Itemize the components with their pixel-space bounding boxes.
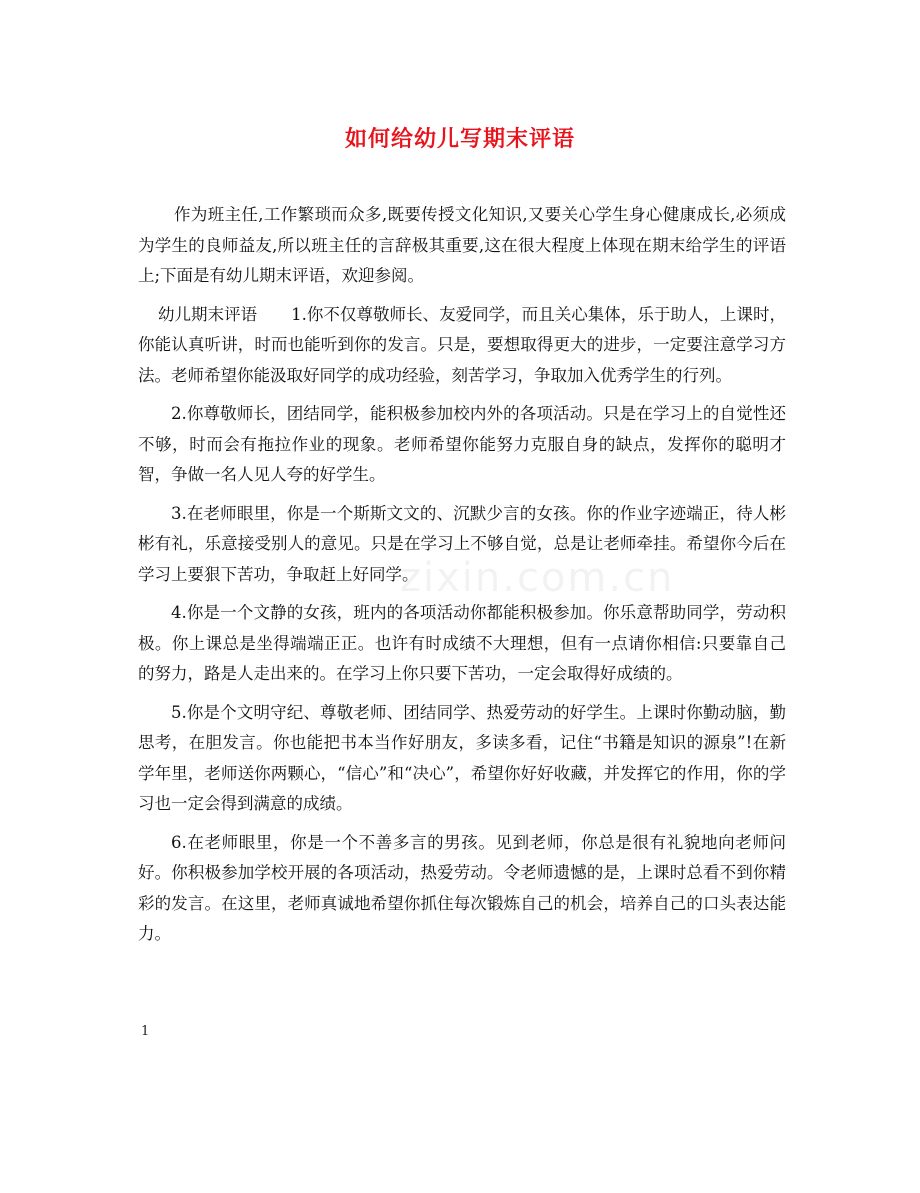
page-number: 1 <box>141 1024 150 1039</box>
comment-paragraph-1 <box>138 300 786 392</box>
comment-text-1: 1.你不仅尊敬师长、友爱同学，而且关心集体，乐于助人，上课时，你能认真听讲，时而也能听到你的发言。只是，要想取得更大的进步，一定要注意学习方法。老师希望你能汲取好同学的成功经验，刻苦学习，争取加入优秀学生的行列。 <box>138 304 787 385</box>
intro-paragraph: 作为班主任,工作繁琐而众多,既要传授文化知识,又要关心学生身心健康成长,必须成为学生的良师益友,所以班主任的言辞极其重要,这在很大程度上体现在期末给学生的评语上;下面是有幼儿期末评语，欢迎参阅。 <box>138 205 786 285</box>
watermark: zixin.com.cn <box>400 555 675 601</box>
document-body <box>138 200 786 958</box>
comment-paragraph-6: 6.在老师眼里，你是一个不善多言的男孩。见到老师，你总是很有礼貌地向老师问好。你积极参加学校开展的各项活动，热爱劳动。令老师遗憾的是，上课时总看不到你精彩的发言。在这里，老师真诚地希望你抓住每次锻炼自己的机会，培养自己的口头表达能力。 <box>138 832 786 943</box>
section-label: 幼儿期末评语 <box>158 304 258 324</box>
comment-paragraph-3: 3.在老师眼里，你是一个斯斯文文的、沉默少言的女孩。你的作业字迹端正，待人彬彬有礼，乐意接受别人的意见。只是在学习上不够自觉，总是让老师牵挂。希望你今后在学习上要狠下苦功，争取赶上好同学。 <box>138 503 786 584</box>
comment-paragraph-5: 5.你是个文明守纪、尊敬老师、团结同学、热爱劳动的好学生。上课时你勤动脑，勤思考，在胆发言。你也能把书本当作好朋友，多读多看，记住“书籍是知识的源泉”!在新学年里，老师送你两颗心，“信心”和“决心”，希望你好好收藏，并发挥它的作用，你的学习也一定会得到满意的成绩。 <box>138 702 786 813</box>
comment-paragraph-4: 4.你是一个文静的女孩，班内的各项活动你都能积极参加。你乐意帮助同学，劳动积极。你上课总是坐得端端正正。也许有时成绩不大理想，但有一点请你相信:只要靠自己的努力，路是人走出来的。在学习上你只要下苦功，一定会取得好成绩的。 <box>138 603 786 683</box>
document-title: 如何给幼儿写期末评语 <box>344 126 575 152</box>
comment-paragraph-2: 2.你尊敬师长，团结同学，能积极参加校内外的各项活动。只是在学习上的自觉性还不够，时而会有拖拉作业的现象。老师希望你能努力克服自身的缺点，发挥你的聪明才智，争做一名人见人夸的好学生。 <box>138 404 786 484</box>
